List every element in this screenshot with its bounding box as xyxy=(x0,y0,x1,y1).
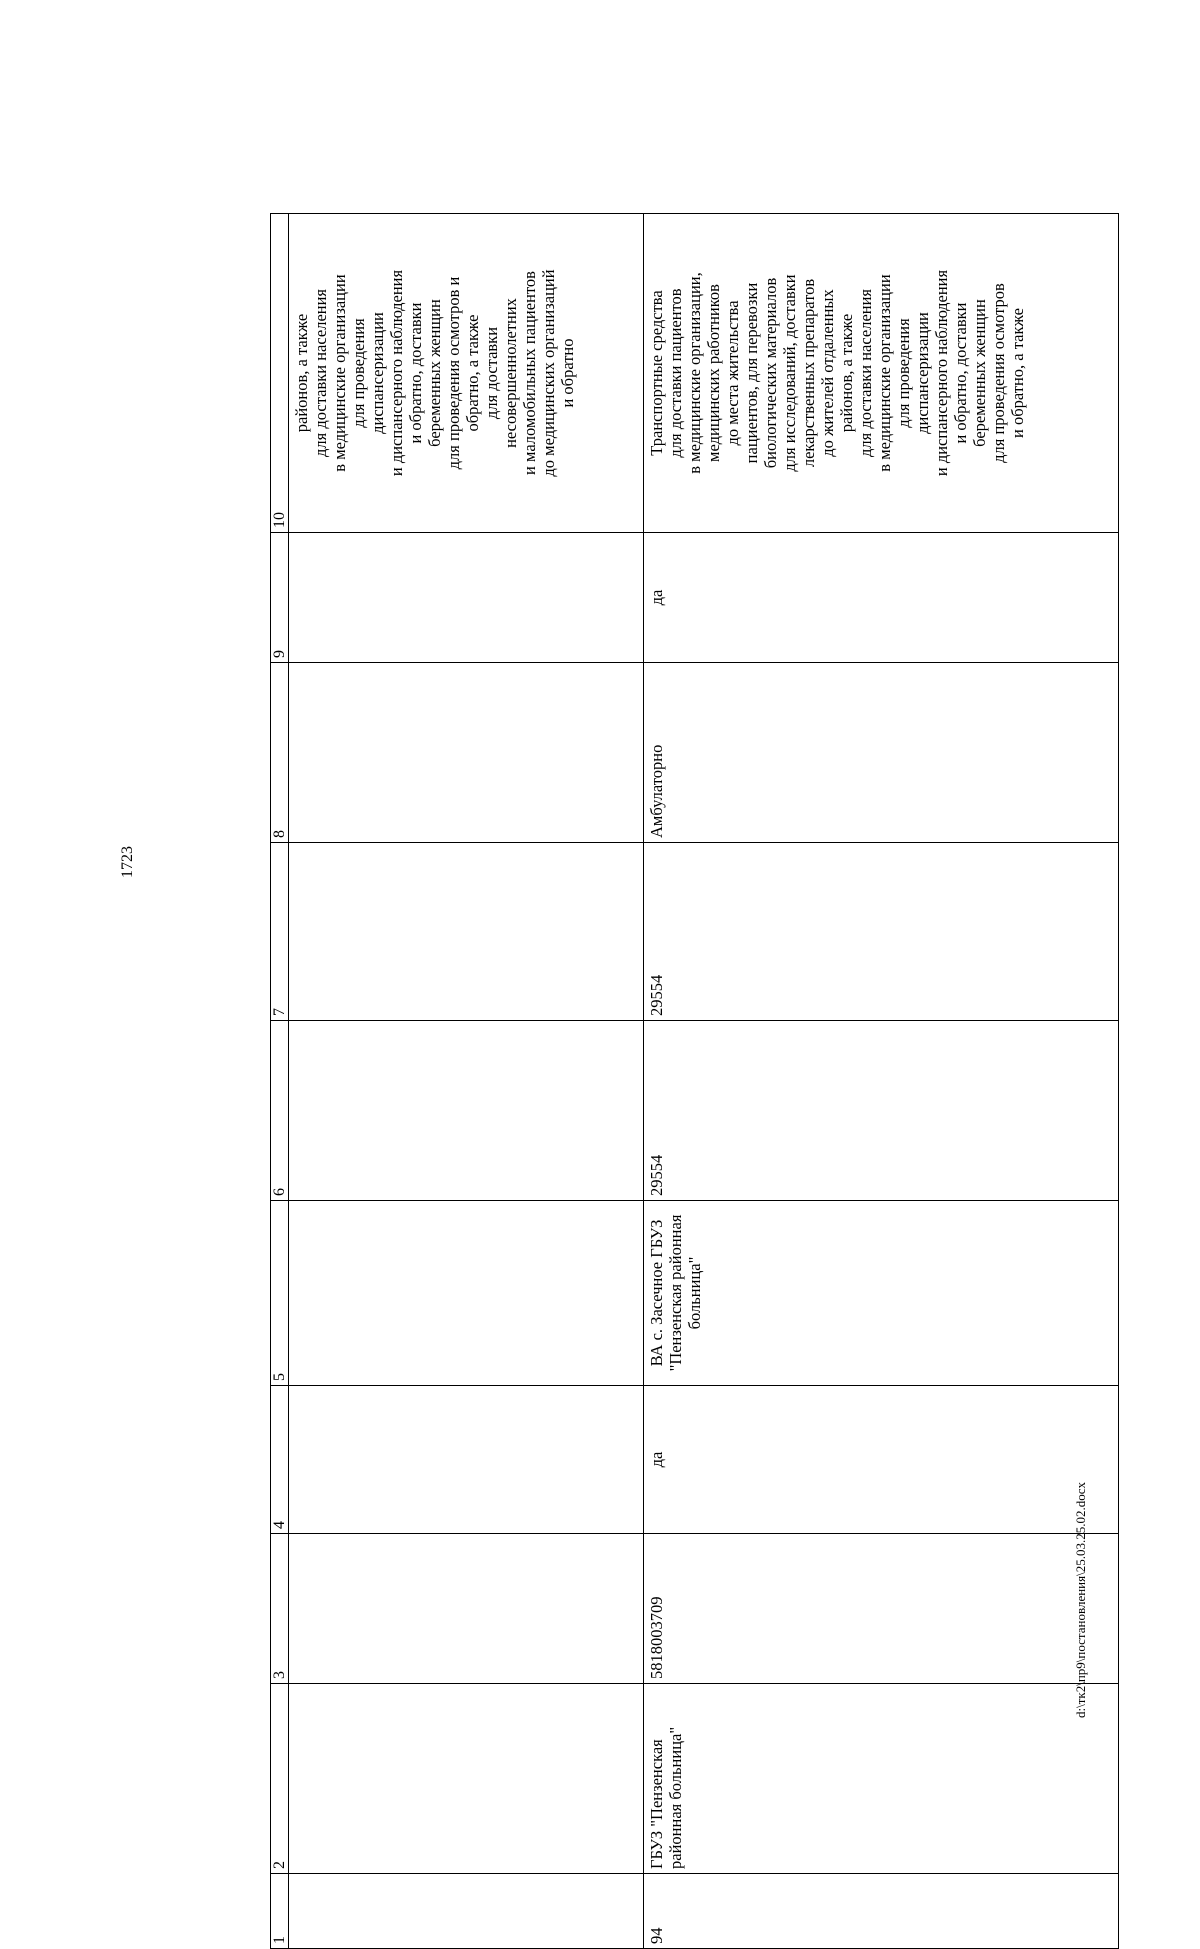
cell-number xyxy=(289,1874,644,1949)
cell-flag-2 xyxy=(289,533,644,663)
cell-value-a xyxy=(289,1021,644,1201)
header-cell: 10 xyxy=(271,214,289,533)
cell-description: Транспортные средства для доставки пациентов в медицинские организации, медицинских работников до места жительства пациентов, для перевозки биологических материалов для исследований, доставки лекарственных препаратов до жителей отдаленных районов, а также для доставки населения в медицинские организации для проведения диспансеризации и диспансерного наблюдения и обратно, доставки беременных женщин для проведения осмотров и обратно, а также xyxy=(644,214,1119,533)
cell-description: районов, а также для доставки населения в медицинские организации для проведения диспансеризации и диспансерного наблюдения и обратно, доставки беременных женщин для проведения осмотров и обратно, а также для доставки несовершеннолетних и маломобильных пациентов до медицинских организаций и обратно xyxy=(289,214,644,533)
header-cell: 9 xyxy=(271,533,289,663)
header-cell: 4 xyxy=(271,1386,289,1534)
data-table xyxy=(270,213,1119,1949)
cell-flag-2: да xyxy=(644,533,1119,663)
header-cell: 2 xyxy=(271,1684,289,1874)
header-cell: 3 xyxy=(271,1534,289,1684)
table-row xyxy=(289,214,644,1949)
header-cell: 6 xyxy=(271,1021,289,1201)
cell-value-b: 29554 xyxy=(644,843,1119,1021)
cell-flag xyxy=(289,1386,644,1534)
cell-subdivision xyxy=(289,1201,644,1386)
header-cell: 7 xyxy=(271,843,289,1021)
cell-value-b xyxy=(289,843,644,1021)
header-cell: 5 xyxy=(271,1201,289,1386)
header-cell: 8 xyxy=(271,663,289,843)
table-header-row xyxy=(271,214,289,1949)
table-row xyxy=(644,214,1119,1949)
cell-care-type: Амбулаторно xyxy=(644,663,1119,843)
cell-number: 94 xyxy=(644,1874,1119,1949)
cell-organization: ГБУЗ "Пензенская районная больница" xyxy=(644,1684,1119,1874)
cell-organization xyxy=(289,1684,644,1874)
cell-value-a: 29554 xyxy=(644,1021,1119,1201)
cell-inn: 5818003709 xyxy=(644,1534,1119,1684)
cell-subdivision: ВА с. Засечное ГБУЗ "Пензенская районная больница" xyxy=(644,1201,1119,1386)
footer-file-path: d:\тк2\пр9\постановления\25.03.25.02.docx xyxy=(1073,1481,1088,1719)
cell-inn xyxy=(289,1534,644,1684)
table-container xyxy=(270,214,1119,1949)
header-cell: 1 xyxy=(271,1874,289,1949)
cell-flag: да xyxy=(644,1386,1119,1534)
cell-care-type xyxy=(289,663,644,843)
page-number: 1723 xyxy=(119,846,136,878)
